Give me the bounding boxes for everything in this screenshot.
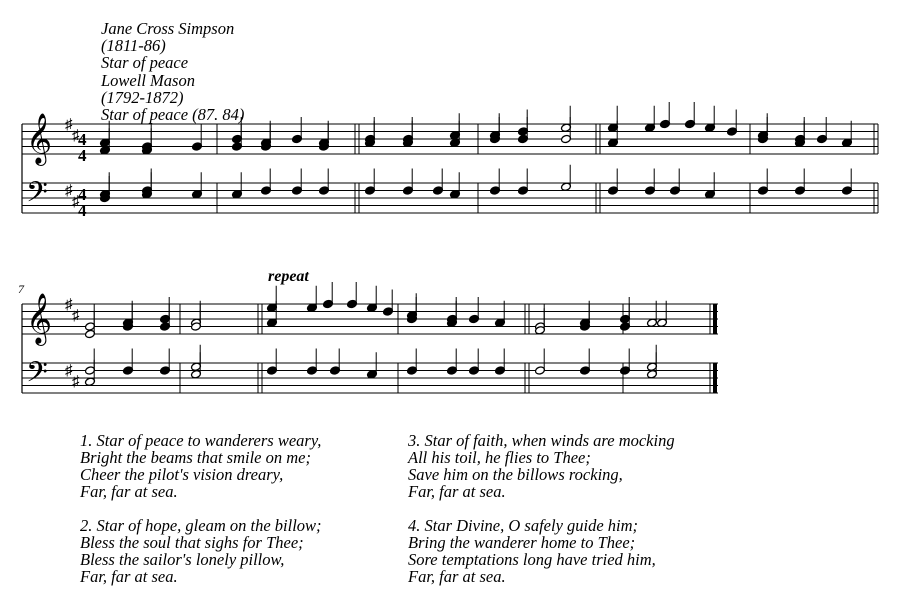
- verse-4: [408, 517, 656, 585]
- treble-clef-icon: 𝄞: [26, 294, 53, 343]
- verse-line: 3. Star of faith, when winds are mocking: [408, 431, 675, 450]
- clefs: [26, 114, 80, 395]
- staff-lines: [22, 124, 878, 393]
- verse-line: 4. Star Divine, O safely guide him;: [408, 516, 639, 535]
- verse-line: Save him on the billows rocking,: [408, 465, 623, 484]
- sharp-icon: ♯: [72, 374, 80, 390]
- verse-line: Far, far at sea.: [408, 567, 506, 586]
- text-author-dates: (1811-86): [101, 36, 166, 56]
- text-author: Jane Cross Simpson: [101, 19, 235, 38]
- final-barline: [713, 304, 717, 334]
- verse-line: Cheer the pilot's vision dreary,: [80, 465, 284, 484]
- bass-clef-icon: 𝄢: [26, 358, 48, 395]
- composer: Lowell Mason: [101, 70, 195, 90]
- time-sig-denominator-treble: 4: [78, 146, 87, 165]
- verse-line: Bright the beams that smile on me;: [80, 448, 311, 467]
- verse-2: [80, 517, 322, 585]
- barlines: [22, 124, 878, 393]
- time-sig-numerator-treble: 4: [78, 130, 87, 149]
- verse-line: Far, far at sea.: [408, 482, 506, 501]
- verse-line: 1. Star of peace to wanderers weary,: [80, 431, 322, 450]
- sharp-icon: ♯: [65, 117, 73, 133]
- verse-1: [80, 432, 321, 500]
- verse-line: All his toil, he flies to Thee;: [408, 448, 591, 467]
- system-number: 7: [18, 282, 24, 296]
- bass-clef-icon: 𝄢: [26, 178, 48, 215]
- final-barline: [713, 363, 717, 393]
- tune-name-meter: Star of peace (87. 84): [101, 105, 245, 125]
- verse-line: Bring the wanderer home to Thee;: [408, 533, 636, 552]
- time-sig-numerator-bass: 4: [78, 185, 87, 204]
- treble-clef-icon: 𝄞: [26, 114, 53, 163]
- sharp-icon: ♯: [72, 128, 80, 144]
- verse-line: 2. Star of hope, gleam on the billow;: [80, 516, 322, 535]
- sharp-icon: ♯: [65, 297, 73, 313]
- verse-line: Bless the soul that sighs for Thee;: [80, 533, 304, 552]
- sharp-icon: ♯: [72, 194, 80, 210]
- sharp-icon: ♯: [65, 363, 73, 379]
- verse-3: [408, 432, 675, 500]
- text-title: Star of peace: [101, 53, 189, 73]
- repeat-label: repeat: [268, 268, 309, 285]
- verse-line: Far, far at sea.: [80, 567, 178, 586]
- notes: [85, 102, 853, 386]
- verse-line: Far, far at sea.: [80, 482, 178, 501]
- sharp-icon: ♯: [65, 183, 73, 199]
- sharp-icon: ♯: [72, 308, 80, 324]
- verse-line: Sore temptations long have tried him,: [408, 550, 656, 569]
- verse-line: Bless the sailor's lonely pillow,: [80, 550, 285, 569]
- time-sig-denominator-bass: 4: [78, 201, 87, 220]
- composer-dates: (1792-1872): [101, 87, 184, 107]
